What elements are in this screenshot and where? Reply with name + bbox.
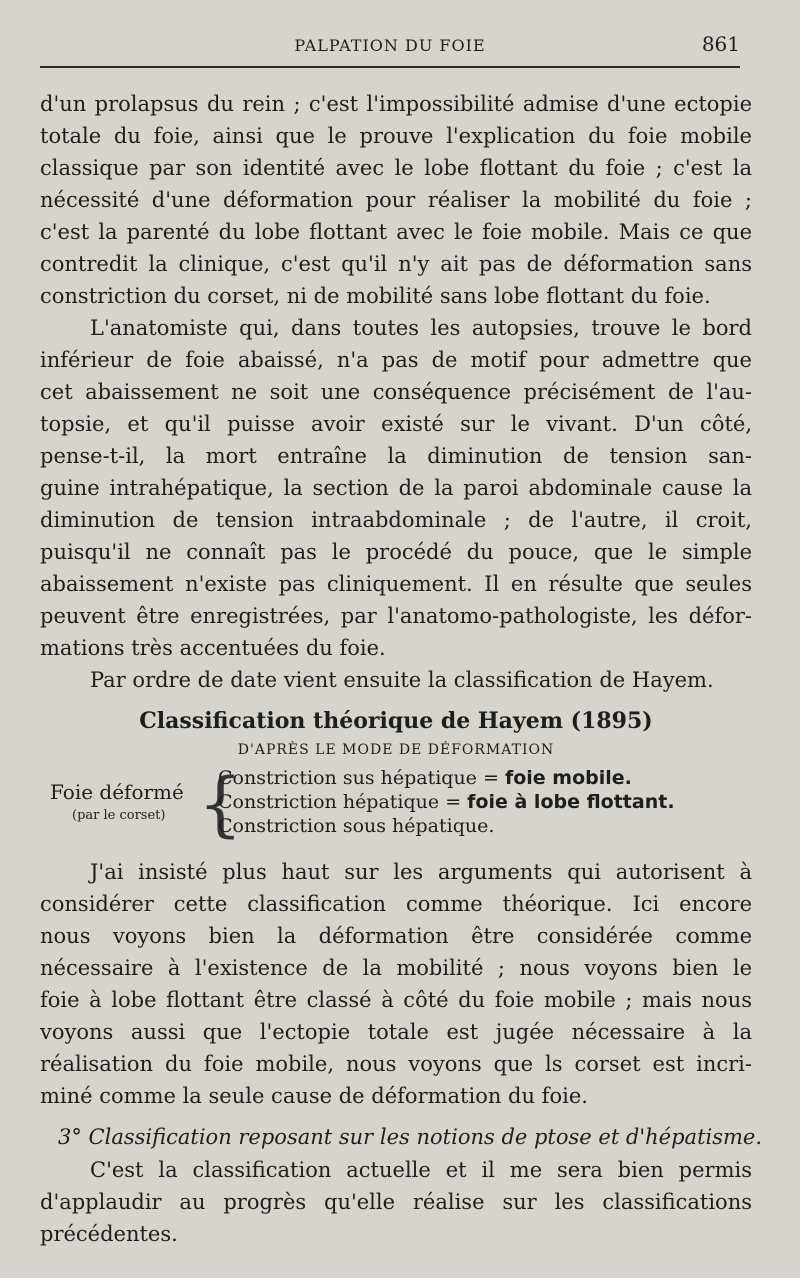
classification-term: Foie déformé xyxy=(50,780,184,804)
text-line: c'est la parenté du lobe flottant avec le foie mobile. Mais ce que xyxy=(40,220,752,244)
text-line: contredit la clinique, c'est qu'il n'y ait pas de déformation sans xyxy=(40,252,752,276)
text-line: constriction du corset, ni de mobilité sans lobe flottant du foie. xyxy=(40,284,711,308)
text-line: foie à lobe flottant être classé à côté du foie mobile ; mais nous xyxy=(40,988,752,1012)
text-line: peuvent être enregistrées, par l'anatomo-pathologiste, les défor- xyxy=(40,604,752,628)
text-line: diminution de tension intraabdominale ; de l'autre, il croit, xyxy=(40,508,752,532)
paragraph xyxy=(40,88,752,312)
text-line: classique par son identité avec le lobe flottant du foie ; c'est la xyxy=(40,156,752,180)
text-line: nous voyons bien la déformation être considérée comme xyxy=(40,924,752,948)
paragraph xyxy=(40,312,752,664)
text-line: totale du foie, ainsi que le prouve l'explication du foie mobile xyxy=(40,124,752,148)
classification-items xyxy=(218,766,675,838)
brace-icon: { xyxy=(198,763,243,845)
subsection-heading: 3° Classification reposant sur les notions de ptose et d'hépatisme. xyxy=(58,1125,763,1149)
page-number: 861 xyxy=(701,32,740,56)
classification-heading: Classification théorique de Hayem (1895) xyxy=(139,708,653,734)
classification-item: Constriction sous hépatique. xyxy=(218,815,495,837)
text-line: Par ordre de date vient ensuite la classification de Hayem. xyxy=(90,668,714,692)
text-line: miné comme la seule cause de déformation du foie. xyxy=(40,1084,588,1108)
classification-subtitle: D'APRÈS LE MODE DE DÉFORMATION xyxy=(237,742,555,758)
text-line: cet abaissement ne soit une conséquence précisément de l'au- xyxy=(40,380,752,404)
text-line: topsie, et qu'il puisse avoir existé sur le vivant. D'un côté, xyxy=(40,412,752,436)
text-line: L'anatomiste qui, dans toutes les autopsies, trouve le bord xyxy=(90,316,752,340)
paragraph xyxy=(40,856,752,1112)
header-rule xyxy=(40,66,740,68)
text-line: inférieur de foie abaissé, n'a pas de motif pour admettre que xyxy=(40,348,752,372)
classification-term-note: (par le corset) xyxy=(72,808,166,823)
text-line: réalisation du foie mobile, nous voyons que ls corset est incri- xyxy=(40,1052,752,1076)
paragraph xyxy=(40,1154,752,1250)
text-line: C'est la classification actuelle et il me sera bien permis xyxy=(90,1158,752,1182)
classification-item: Constriction sus hépatique = foie mobile. xyxy=(218,767,632,789)
text-line: précédentes. xyxy=(40,1222,178,1246)
text-line: mations très accentuées du foie. xyxy=(40,636,386,660)
text-line: d'applaudir au progrès qu'elle réalise sur les classifications xyxy=(40,1190,752,1214)
classification-table xyxy=(40,763,752,850)
text-line: abaissement n'existe pas cliniquement. Il en résulte que seules xyxy=(40,572,752,596)
text-line: pense-t-il, la mort entraîne la diminution de tension san- xyxy=(40,444,752,468)
text-line: puisqu'il ne connaît pas le procédé du pouce, que le simple xyxy=(40,540,752,564)
text-line: nécessaire à l'existence de la mobilité ; nous voyons bien le xyxy=(40,956,752,980)
text-line: voyons aussi que l'ectopie totale est jugée nécessaire à la xyxy=(40,1020,752,1044)
text-line: d'un prolapsus du rein ; c'est l'impossibilité admise d'une ectopie xyxy=(40,92,752,116)
body-text xyxy=(40,88,763,1250)
classification-item: Constriction hépatique = foie à lobe flottant. xyxy=(218,791,675,813)
text-line: considérer cette classification comme théorique. Ici encore xyxy=(40,892,752,916)
running-title: PALPATION DU FOIE xyxy=(294,36,486,55)
running-head xyxy=(40,30,740,70)
paragraph xyxy=(40,664,752,696)
text-line: nécessité d'une déformation pour réaliser la mobilité du foie ; xyxy=(40,188,752,212)
text-line: J'ai insisté plus haut sur les arguments qui autorisent à xyxy=(90,860,752,884)
text-line: guine intrahépatique, la section de la paroi abdominale cause la xyxy=(40,476,752,500)
